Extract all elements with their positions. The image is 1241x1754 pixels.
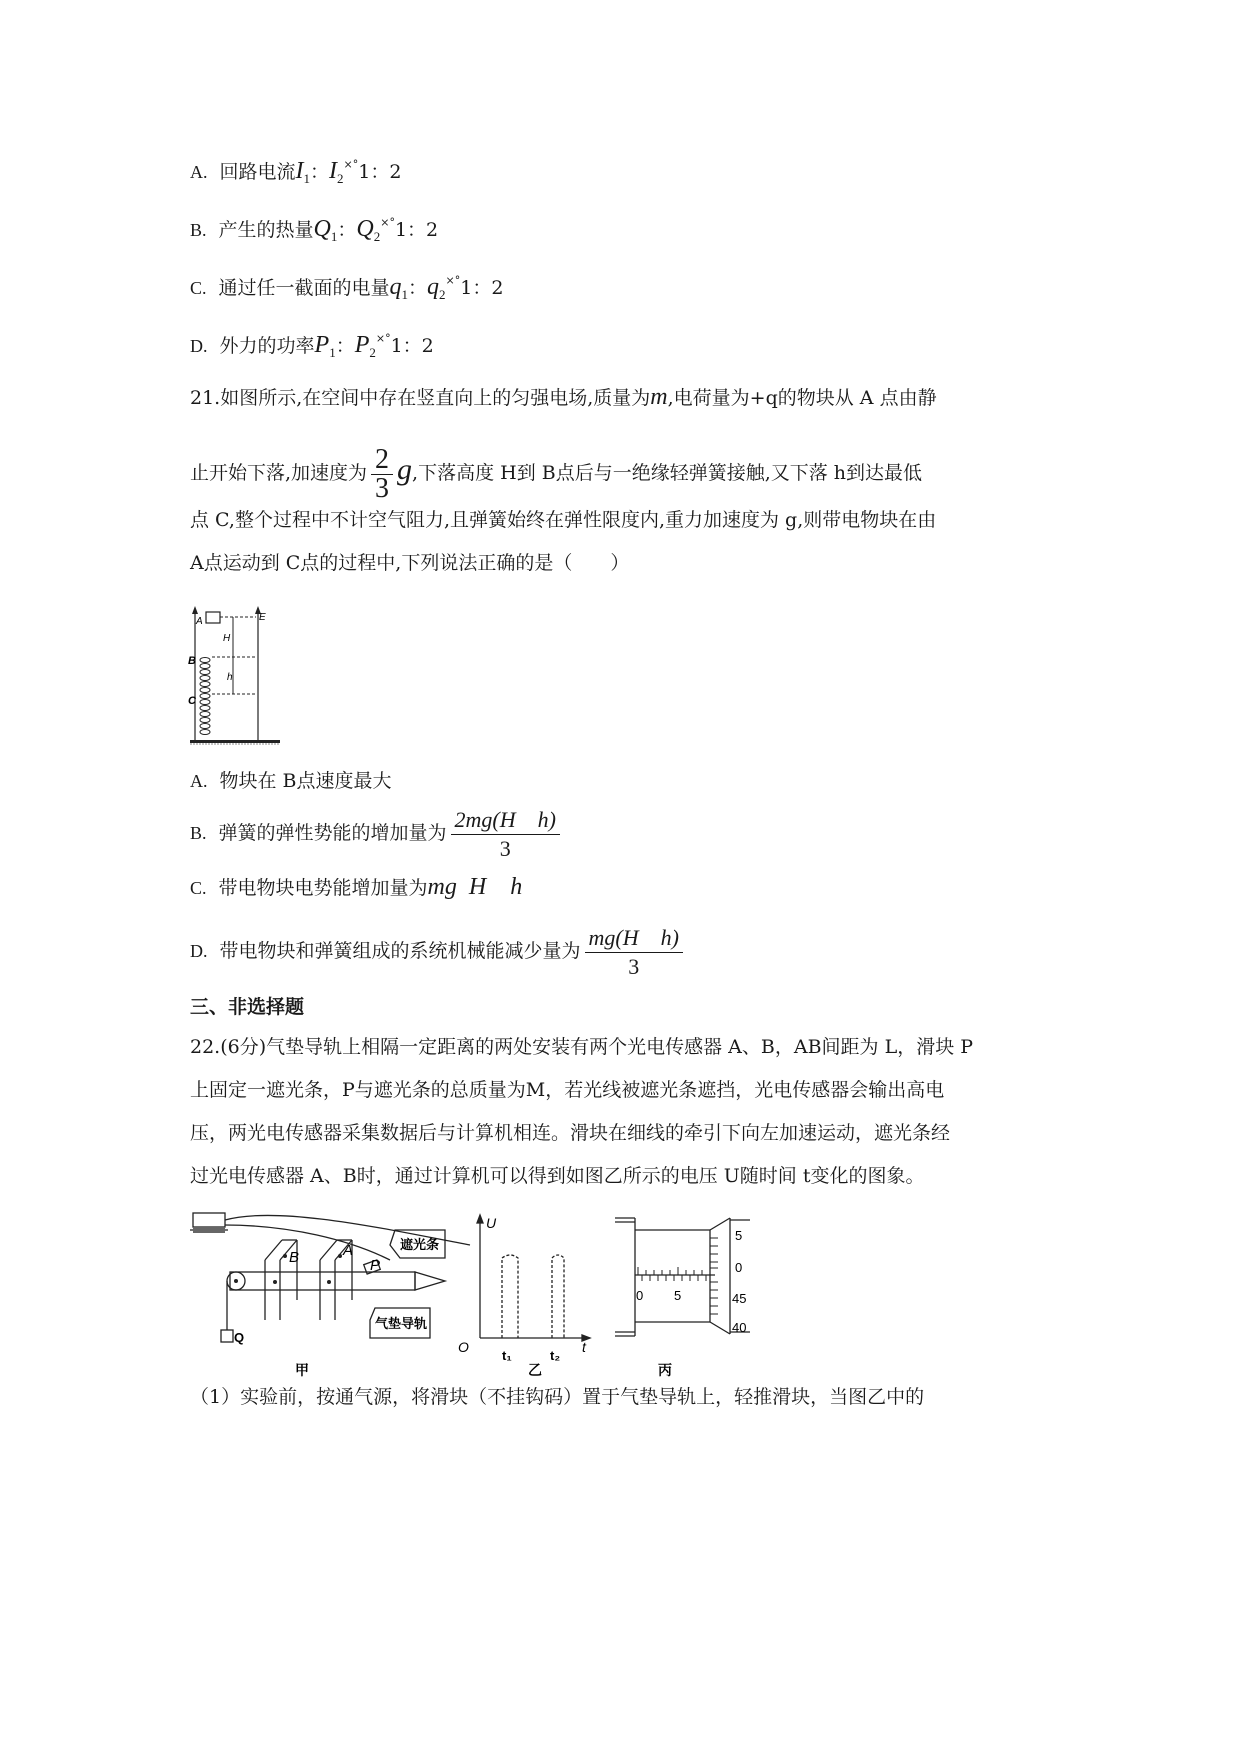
q20-option-c: C. 通过任一截面的电量$q_1$：$q_2^{\times^\circ}1$：2 bbox=[190, 274, 504, 302]
label-a: A bbox=[196, 616, 203, 627]
jia-label-daogui: 气垫导轨 bbox=[375, 1316, 428, 1331]
q20-option-a: A. 回路电流$I_1$：$I_2^{\times^\circ}1$：2 bbox=[190, 158, 402, 186]
q21-stem-line3: 点 C,整个过程中不计空气阻力,且弹簧始终在弹性限度内,重力加速度为 g,则带电物块在由 bbox=[190, 509, 937, 531]
q21-option-c: C. 带电物块电势能增加量为mg H h bbox=[190, 874, 523, 900]
q22-line1: 22.(6分)气垫导轨上相隔一定距离的两处安装有两个光电传感器 A、B，AB间距为 L，滑块 P bbox=[190, 1036, 974, 1058]
jia-label-a: A bbox=[343, 1242, 354, 1259]
section-heading: 三、非选择题 bbox=[190, 996, 305, 1018]
yi-label-t: t bbox=[582, 1339, 586, 1355]
label-c: C bbox=[188, 695, 196, 707]
label-e: E bbox=[259, 612, 266, 623]
bing-thimble-0: 0 bbox=[735, 1260, 743, 1275]
q21-stem-line2: 止开始下落,加速度为 $\frac{2}{3}$ g,下落高度 H到 B点后与一绝缘轻弹簧接触,又下落 h到达最低 bbox=[190, 443, 923, 504]
bing-thimble-ticks bbox=[710, 1238, 718, 1314]
bing-thimble-45: 45 bbox=[732, 1291, 747, 1306]
fraction-two-thirds: $\frac{2}{3}$ bbox=[371, 446, 393, 503]
jia-label-zheguangtiao: 遮光条 bbox=[400, 1237, 440, 1252]
bing-main-0: 0 bbox=[636, 1288, 644, 1303]
q22-line4: 过光电传感器 A、B时，通过计算机可以得到如图乙所示的电压 U随时间 t变化的图象。 bbox=[190, 1165, 925, 1187]
jia-label-q: Q bbox=[234, 1330, 245, 1345]
q21-option-a: A. 物块在 B点速度最大 bbox=[190, 770, 392, 792]
yi-label-o: O bbox=[458, 1339, 469, 1355]
bing-thimble-40: 40 bbox=[732, 1320, 747, 1335]
yi-label-t2: t₂ bbox=[550, 1348, 561, 1363]
jia-label-p: P bbox=[370, 1257, 381, 1274]
q22-line2: 上固定一遮光条，P与遮光条的总质量为M，若光线被遮光条遮挡，光电传感器会输出高电 bbox=[190, 1079, 945, 1101]
bing-caption: 丙 bbox=[658, 1362, 672, 1378]
garbled-glyph: ×° bbox=[380, 216, 395, 229]
fraction-d: $\frac{\text{mg(H h)}}{3}$ bbox=[585, 924, 683, 981]
q21-option-d: D. 带电物块和弹簧组成的系统机械能减少量为 $\frac{\text{mg(H h)}}{3}$ bbox=[190, 918, 687, 984]
q21-stem-line4: A点运动到 C点的过程中,下列说法正确的是（ ） bbox=[190, 552, 630, 574]
q21-stem-line1: 21.如图所示,在空间中存在竖直向上的匀强电场,质量为m,电荷量为+q的物块从 A 点由静 bbox=[190, 384, 937, 410]
spring bbox=[200, 658, 210, 735]
q22-sub1: （1）实验前，按通气源，将滑块（不挂钩码）置于气垫导轨上，轻推滑块，当图乙中的 bbox=[190, 1386, 925, 1408]
figure-jia-air-track bbox=[190, 1213, 470, 1342]
bing-main-5: 5 bbox=[674, 1288, 682, 1303]
q22-line3: 压，两光电传感器采集数据后与计算机相连。滑块在细线的牵引下向左加速运动，遮光条经 bbox=[190, 1122, 951, 1144]
figure-yi-voltage-graph bbox=[477, 1215, 590, 1341]
yi-label-u: U bbox=[486, 1215, 497, 1231]
q21-option-b: B. 弹簧的弹性势能的增加量为 $\frac{\text{2mg(H h)}}{3}$ bbox=[190, 800, 564, 866]
q20-option-d: D. 外力的功率$P_1$：$P_2^{\times^\circ}1$：2 bbox=[190, 332, 434, 360]
yi-caption: 乙 bbox=[528, 1362, 542, 1378]
garbled-glyph: ×° bbox=[375, 332, 391, 345]
q20-option-b: B. 产生的热量$Q_1$：$Q_2^{\times^\circ}1$：2 bbox=[190, 216, 439, 244]
fraction-b: $\frac{\text{2mg(H h)}}{3}$ bbox=[451, 806, 560, 863]
garbled-glyph: ×° bbox=[445, 274, 461, 287]
q21-spring-figure bbox=[190, 604, 290, 750]
label-b: B bbox=[188, 655, 196, 667]
q22-figures bbox=[190, 1210, 850, 1385]
jia-caption: 甲 bbox=[295, 1362, 309, 1378]
jia-label-b: B bbox=[289, 1249, 300, 1266]
bing-thimble-5: 5 bbox=[735, 1228, 743, 1243]
yi-label-t1: t₁ bbox=[502, 1348, 512, 1363]
label-h-lower: h bbox=[227, 672, 233, 683]
bing-main-scale-ticks bbox=[638, 1267, 706, 1281]
label-h-upper: H bbox=[223, 633, 231, 644]
garbled-glyph: ×° bbox=[343, 158, 359, 171]
